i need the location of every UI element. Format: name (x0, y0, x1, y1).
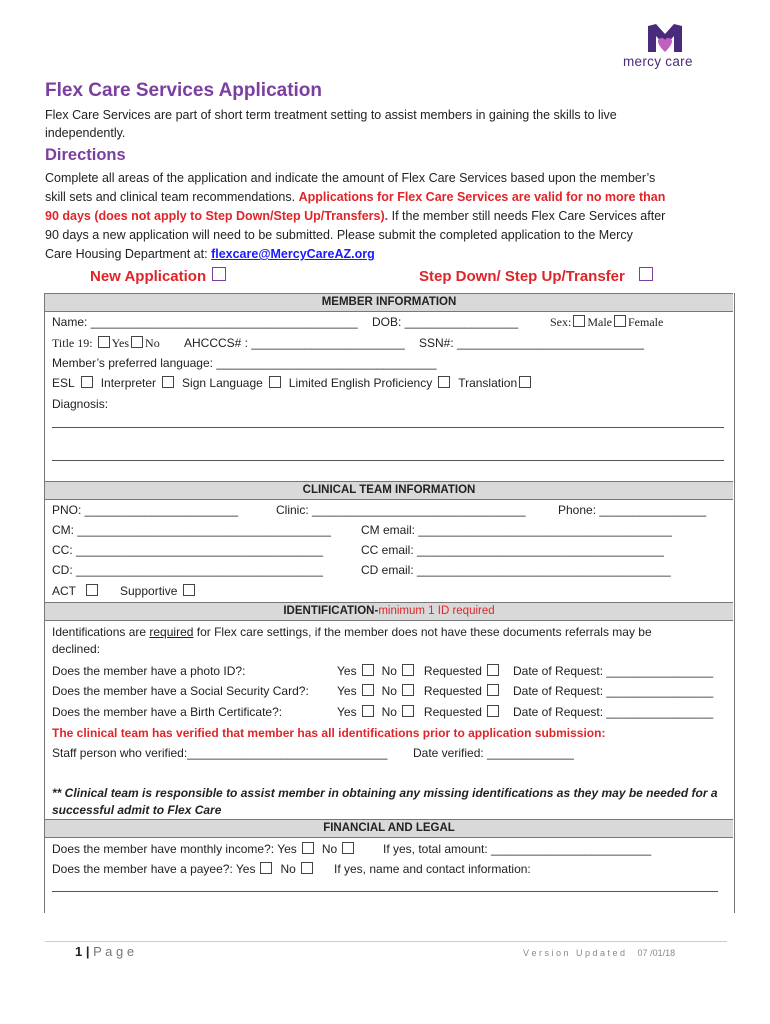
payee-yes-checkbox[interactable] (260, 862, 272, 874)
sex-label: Sex: (550, 315, 572, 329)
intro-line-2: independently. (45, 126, 126, 140)
title19-field (52, 336, 160, 351)
logo (620, 20, 712, 70)
clinical-note-line-1: ** Clinical team is responsible to assist member in obtaining any missing identifications as they may be needed for a (52, 786, 718, 800)
language-options (52, 376, 533, 390)
photo-id-no-checkbox[interactable] (402, 664, 414, 676)
directions-line-3-plain: If the member still needs Flex Care Services after (388, 209, 666, 223)
birth-cert-requested-label: Requested (423, 705, 482, 719)
ss-card-no-checkbox[interactable] (402, 684, 414, 696)
directions-line-5-plain: Care Housing Department at: (45, 247, 212, 261)
version-text: V e r s i o n U p d a t e d 07 /01/18 (523, 948, 676, 958)
birth-cert-yes-label: Yes (337, 705, 357, 719)
title19-no-label: No (145, 336, 160, 350)
date-verified-field[interactable]: Date verified: _____________ (413, 746, 574, 760)
payee-contact-label: If yes, name and contact information: (334, 862, 531, 876)
payee-no-label: No (280, 862, 296, 876)
new-application-checkbox[interactable] (212, 267, 226, 281)
interpreter-label: Interpreter (100, 376, 157, 390)
birth-cert-no-checkbox[interactable] (402, 705, 414, 717)
cc-field[interactable]: CC: _____________________________________ (52, 543, 323, 557)
female-checkbox[interactable] (614, 315, 626, 327)
ss-card-requested-label: Requested (423, 684, 482, 698)
identification-header (45, 602, 733, 621)
req-post: for Flex care settings, if the member does not have these documents referrals may be (193, 625, 652, 639)
birth-cert-options (337, 705, 501, 719)
lep-label: Limited English Proficiency (288, 376, 433, 390)
ahcccs-field[interactable]: AHCCCS# : _______________________ (184, 336, 405, 350)
photo-id-date[interactable]: Date of Request: ________________ (513, 664, 714, 678)
name-field[interactable]: Name: ________________________________________ (52, 315, 358, 329)
title19-no-checkbox[interactable] (131, 336, 143, 348)
male-checkbox[interactable] (573, 315, 585, 327)
req-line-2: declined: (52, 642, 101, 656)
birth-cert-no-label: No (381, 705, 397, 719)
diagnosis-line-1[interactable] (52, 427, 724, 428)
title19-yes-checkbox[interactable] (98, 336, 110, 348)
payee-contact-line[interactable] (52, 891, 718, 892)
photo-id-question: Does the member have a photo ID?: (52, 664, 246, 678)
ss-card-date[interactable]: Date of Request: ________________ (513, 684, 714, 698)
ssn-field[interactable]: SSN#: ____________________________ (419, 336, 644, 350)
directions-line-1: Complete all areas of the application and indicate the amount of Flex Care Services based upon the member’s (45, 171, 656, 185)
birth-cert-yes-checkbox[interactable] (362, 705, 374, 717)
ss-card-yes-checkbox[interactable] (362, 684, 374, 696)
payee-question (52, 862, 315, 876)
page-number (75, 944, 134, 959)
sign-language-label: Sign Language (182, 376, 263, 390)
diagnosis-label: Diagnosis: (52, 397, 109, 411)
dob-field[interactable]: DOB: _________________ (372, 315, 519, 329)
cd-email-field[interactable]: CD email: ______________________________________ (361, 563, 671, 577)
income-no-checkbox[interactable] (342, 842, 354, 854)
stepdown-option[interactable] (419, 267, 653, 285)
sex-field (550, 315, 663, 330)
supportive-label: Supportive (120, 584, 178, 598)
translation-checkbox[interactable] (519, 376, 531, 388)
sign-language-checkbox[interactable] (269, 376, 281, 388)
title19-yes-label: Yes (111, 336, 130, 350)
logo-text: mercy care (623, 54, 693, 69)
clinical-note-line-2: successful admit to Flex Care (52, 803, 222, 817)
title19-label: Title 19: (52, 336, 93, 350)
act-label: ACT (52, 584, 76, 598)
identification-header-label: IDENTIFICATION- (283, 605, 379, 617)
translation-label: Translation (458, 376, 518, 390)
mercy-care-logo-icon (646, 22, 684, 54)
income-question (52, 842, 356, 856)
directions-line-2-red: Applications for Flex Care Services are valid for no more than (298, 190, 666, 204)
new-application-label: New Application (90, 268, 207, 285)
footer-divider (45, 941, 727, 942)
directions-line-3-red: 90 days (does not apply to Step Down/Step Up/Transfers). (45, 209, 389, 223)
photo-id-yes-label: Yes (337, 664, 357, 678)
verified-statement: The clinical team has verified that member has all identifications prior to application submission: (52, 726, 606, 740)
pno-field[interactable]: PNO: _______________________ (52, 503, 239, 517)
directions-line-4: 90 days a new application will need to be submitted. Please submit the completed application to the Mercy (45, 228, 633, 242)
clinic-field[interactable]: Clinic: ________________________________ (276, 503, 526, 517)
male-label: Male (587, 315, 612, 329)
financial-header: FINANCIAL AND LEGAL (45, 819, 733, 838)
lep-checkbox[interactable] (438, 376, 450, 388)
birth-cert-question: Does the member have a Birth Certificate?: (52, 705, 283, 719)
directions-heading: Directions (45, 146, 126, 164)
req-required: required (149, 625, 194, 639)
income-no-label: No (321, 842, 338, 856)
page-separator: | (82, 944, 94, 959)
photo-id-requested-label: Requested (423, 664, 482, 678)
identification-header-requirement: minimum 1 ID required (378, 605, 495, 617)
payee-label: Does the member have a payee?: Yes (52, 862, 256, 876)
interpreter-checkbox[interactable] (162, 376, 174, 388)
payee-no-checkbox[interactable] (301, 862, 313, 874)
ss-card-no-label: No (381, 684, 397, 698)
cc-email-field[interactable]: CC email: _____________________________________ (361, 543, 664, 557)
act-option (52, 584, 100, 598)
birth-cert-date[interactable]: Date of Request: ________________ (513, 705, 714, 719)
act-checkbox[interactable] (86, 584, 98, 596)
birth-cert-requested-checkbox[interactable] (487, 705, 499, 717)
email-link[interactable]: flexcare@MercyCareAZ.org (211, 247, 375, 261)
new-application-option[interactable] (90, 267, 226, 285)
phone-field[interactable]: Phone: ________________ (558, 503, 707, 517)
income-label: Does the member have monthly income?: Yes (52, 842, 297, 856)
photo-id-no-label: No (381, 664, 397, 678)
stepdown-label: Step Down/ Step Up/Transfer (419, 268, 625, 285)
income-yes-checkbox[interactable] (302, 842, 314, 854)
cm-field[interactable]: CM: ______________________________________ (52, 523, 331, 537)
supportive-checkbox[interactable] (183, 584, 195, 596)
directions-line-5 (45, 245, 375, 264)
ss-card-question: Does the member have a Social Security Card?: (52, 684, 309, 698)
cm-email-field[interactable]: CM email: ______________________________________ (361, 523, 672, 537)
page-num: 1 (75, 944, 83, 959)
language-field[interactable]: Member’s preferred language: _________________________________ (52, 356, 437, 370)
diagnosis-line-2[interactable] (52, 460, 724, 461)
esl-label: ESL (52, 376, 75, 390)
req-pre: Identifications are (52, 625, 150, 639)
photo-id-requested-checkbox[interactable] (487, 664, 499, 676)
esl-checkbox[interactable] (81, 376, 93, 388)
clinical-team-header: CLINICAL TEAM INFORMATION (45, 481, 733, 500)
photo-id-yes-checkbox[interactable] (362, 664, 374, 676)
staff-verified-field[interactable]: Staff person who verified:______________________________ (52, 746, 388, 760)
female-label: Female (628, 315, 664, 329)
cd-field[interactable]: CD: _____________________________________ (52, 563, 323, 577)
photo-id-options (337, 664, 501, 678)
page-title: Flex Care Services Application (45, 80, 323, 101)
identification-requirement-text (52, 625, 652, 639)
member-info-header: MEMBER INFORMATION (45, 293, 733, 312)
stepdown-checkbox[interactable] (639, 267, 653, 281)
directions-line-2-plain: skill sets and clinical team recommendations. (45, 190, 299, 204)
directions-line-3 (45, 207, 665, 226)
supportive-option (120, 584, 197, 598)
ss-card-requested-checkbox[interactable] (487, 684, 499, 696)
ss-card-options (337, 684, 501, 698)
intro-line-1: Flex Care Services are part of short term treatment setting to assist members in gaining the skills to live (45, 108, 617, 122)
ss-card-yes-label: Yes (337, 684, 357, 698)
page-label: P a g e (93, 944, 135, 959)
directions-line-2 (45, 188, 665, 207)
income-total-field[interactable]: If yes, total amount: ________________________ (383, 842, 652, 856)
